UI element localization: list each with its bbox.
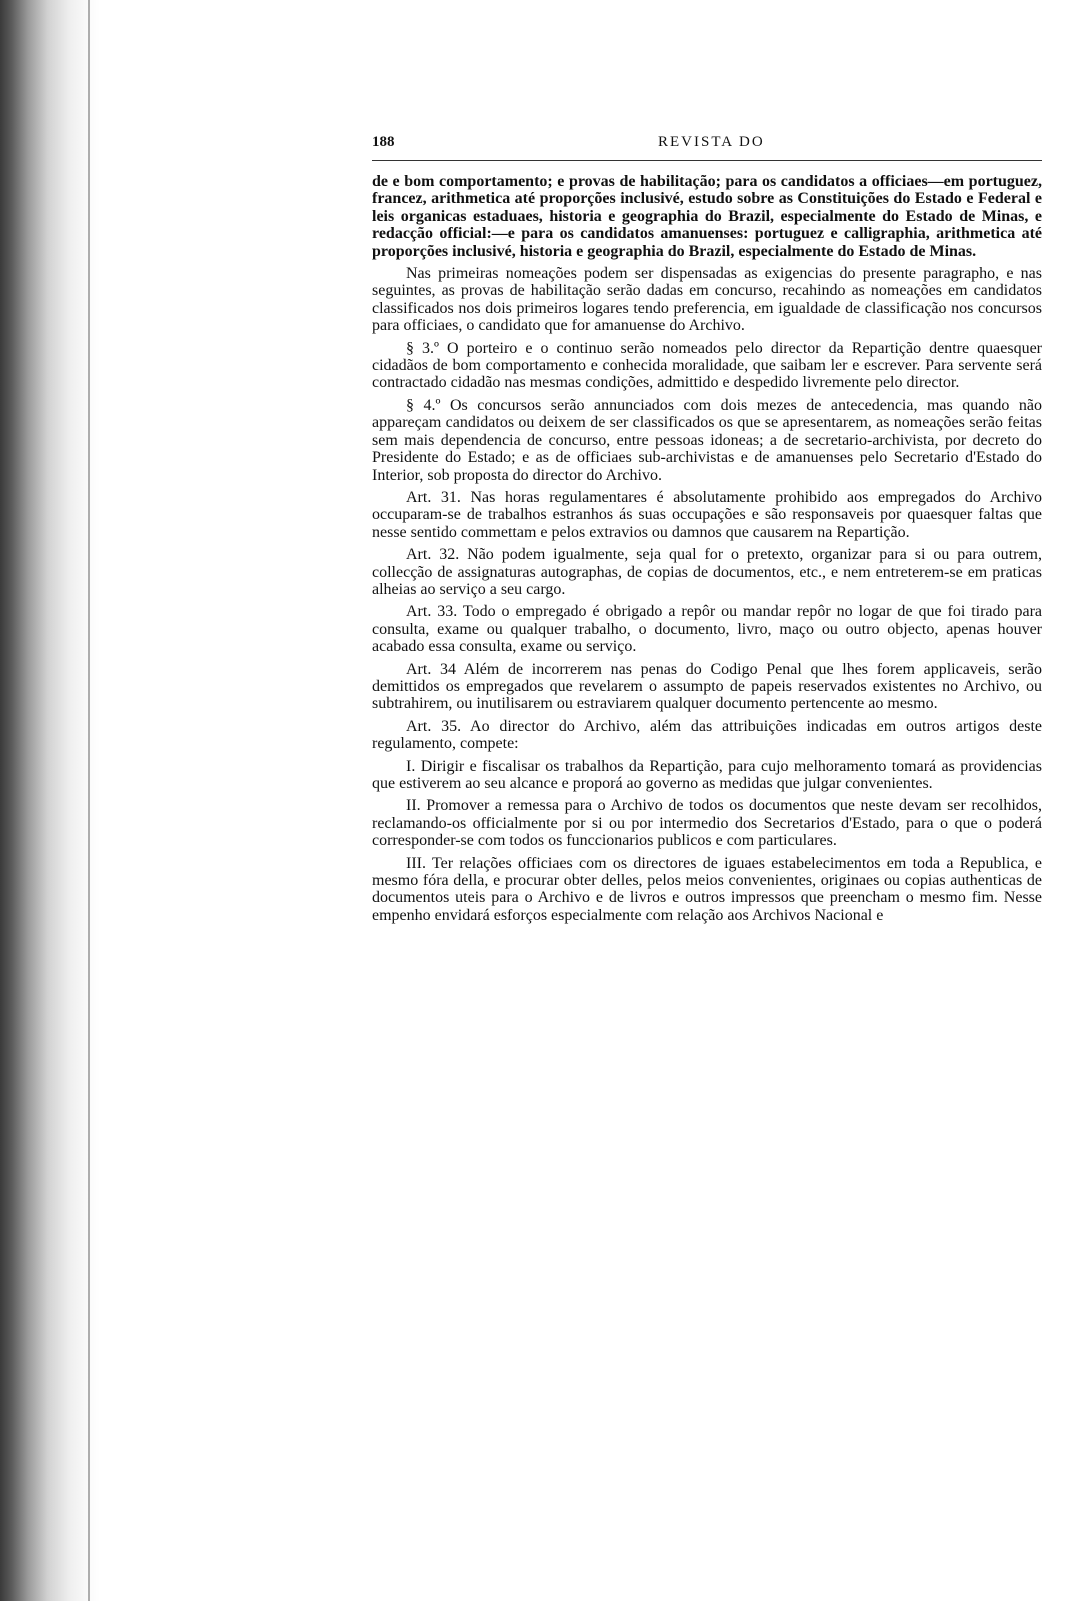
- paragraph-art-35: Art. 35. Ao director do Archivo, além das attribuições indicadas em outros artigos deste regulamento, compete:: [372, 717, 1042, 753]
- paragraph-art-33: Art. 33. Todo o empregado é obrigado a repôr ou mandar repôr no logar de que foi tirado para consulta, exame ou qualquer trabalho, o documento, livro, maço ou outro objecto, apenas houver acabado essa consulta, exame ou serviço.: [372, 603, 1042, 656]
- paragraph-art-31: Art. 31. Nas horas regulamentares é absolutamente prohibido aos empregados do Archivo occuparam-se de trabalhos estranhos ás suas occupações e são responsaveis por quaesquer faltas que nesse sentido commettam e pelos extravios ou damnos que causarem na Repartição.: [372, 488, 1042, 541]
- running-head: [372, 134, 1042, 160]
- running-title: REVISTA DO: [658, 134, 765, 150]
- paragraph-item-iii: III. Ter relações officiaes com os directores de iguaes estabelecimentos em toda a Republica, e mesmo fóra della, e procurar obter delles, pelos meios convenientes, originaes ou copias authenticas de documentos uteis para o Archivo e de livros e outros impressos que preencham o mesmo fim. Nesse empenho envidará esforços especialmente com relação aos Archivos Nacional e: [372, 854, 1042, 924]
- body-text: [372, 173, 1042, 924]
- paragraph-section-3: § 3.º O porteiro e o continuo serão nomeados pelo director da Repartição dentre quaesquer cidadãos de bom comportamento e conhecida moralidade, que saibam ler e escrever. Para servente será contractado cidadão nas mesmas condições, admittido e despedido livremente pelo director.: [372, 339, 1042, 392]
- gutter-shadow-line: [88, 0, 90, 1601]
- paragraph-art-32: Art. 32. Não podem igualmente, seja qual for o pretexto, organizar para si ou para outrem, collecção de assignaturas autographas, de copias de documentos, etc., e nem entreterem-se em praticas alheias ao serviço a seu cargo.: [372, 546, 1042, 598]
- paragraph-continuation: de e bom comportamento; e provas de habilitação; para os candidatos a officiaes—em portuguez, francez, arithmetica até proporções inclusivé, estudo sobre as Constituições do Estado e Federal e leis organicas estaduaes, historia e geographia do Brazil, especialmente do Estado de Minas, e redacção official:—e para os candidatos amanuenses: portuguez e calligraphia, arithmetica até proporções inclusivé, historia e geographia do Brazil, especialmente do Estado de Minas.: [372, 173, 1042, 260]
- page: [372, 134, 1042, 929]
- paragraph-section-4: § 4.º Os concursos serão annunciados com dois mezes de antecedencia, mas quando não appareçam candidatos ou deixem de ser classificados os que se apresentarem, as nomeações serão feitas sem mais dependencia de concurso, entre pessoas idoneas; a de secretario-archivista, por decreto do Presidente do Estado; e as de officiaes sub-archivistas e de amanuenses pelo Secretario d'Estado do Interior, sob proposta do director do Archivo.: [372, 396, 1042, 484]
- paragraph-primeiras-nomeacoes: Nas primeiras nomeações podem ser dispensadas as exigencias do presente paragrapho, e nas seguintes, as provas de habilitação serão dadas em concurso, recahindo as nomeações em candidatos classificados nos dois primeiros logares tendo preferencia, em igualdade de classificação nos concursos para officiaes, o candidato que for amanuense do Archivo.: [372, 265, 1042, 335]
- paragraph-item-ii: II. Promover a remessa para o Archivo de todos os documentos que neste devam ser recolhidos, reclamando-os officialmente por si ou por intermedio dos Secretarios d'Estado, para o que o poderá corresponder-se com todos os funccionarios publicos e com particulares.: [372, 797, 1042, 850]
- binding-gutter: [0, 0, 100, 1601]
- paragraph-art-34: Art. 34 Além de incorrerem nas penas do Codigo Penal que lhes forem applicaveis, serão demittidos os empregados que revelarem o assumpto de papeis reservados existentes no Archivo, ou subtrahirem, ou inutilisarem ou estraviarem qualquer documento pertencente ao mesmo.: [372, 660, 1042, 713]
- header-rule: [372, 160, 1042, 161]
- paragraph-item-i: I. Dirigir e fiscalisar os trabalhos da Repartição, para cujo melhoramento tomará as providencias que estiverem ao seu alcance e proporá ao governo as medidas que julgar convenientes.: [372, 757, 1042, 792]
- page-number: 188: [372, 134, 395, 150]
